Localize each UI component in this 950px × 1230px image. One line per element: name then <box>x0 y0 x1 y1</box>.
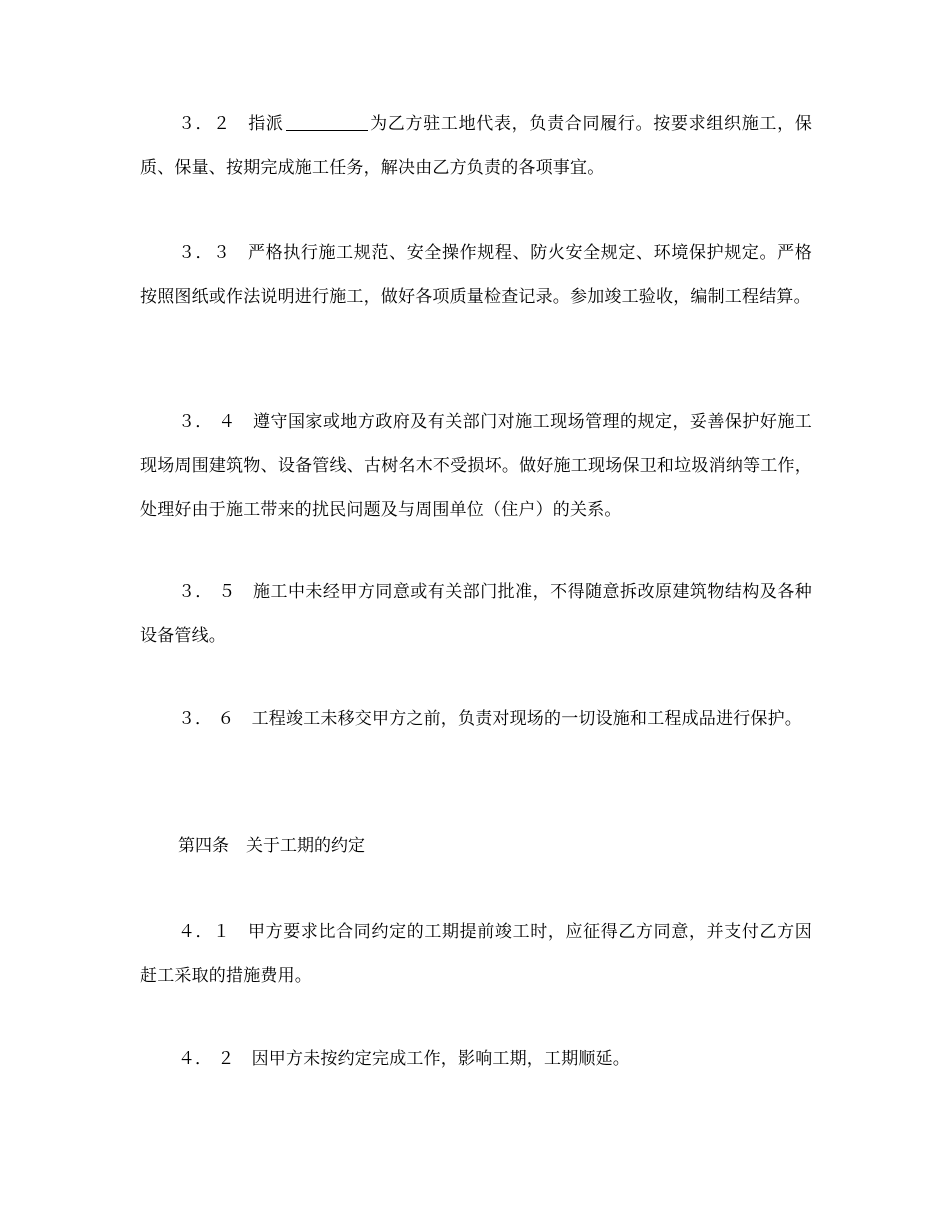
article-4-heading: 第四条 关于工期的约定 <box>178 836 365 856</box>
clause-text: 因甲方未按约定完成工作，影响工期，工期顺延。 <box>251 1049 631 1069</box>
clause-number: ３． ６ <box>178 709 235 729</box>
clause-number: ３． ４ <box>178 412 236 432</box>
clause-3-3 <box>140 231 812 319</box>
clause-text: 甲方要求比合同约定的工期提前竣工时，应征得乙方同意，并支付乙方因赶工采取的措施费用。 <box>140 922 812 986</box>
clause-text: 严格执行施工规范、安全操作规程、防火安全规定、环境保护规定。严格按照图纸或作法说明进行施工，做好各项质量检查记录。参加竣工验收，编制工程结算。 <box>140 243 812 307</box>
clause-number: ３．２ <box>178 114 231 134</box>
clause-4-1 <box>140 910 812 998</box>
clause-3-2 <box>140 102 812 190</box>
clause-text: 遵守国家或地方政府及有关部门对施工现场管理的规定，妥善保护好施工现场周围建筑物、设备管线、古树名木不受损坏。做好施工现场保卫和垃圾消纳等工作，处理好由于施工带来的扰民问题及与周围单位（住户）的关系。 <box>140 412 812 520</box>
fill-in-blank <box>286 112 368 131</box>
clause-number: ３．３ <box>178 243 231 263</box>
clause-number: ４．１ <box>178 922 231 942</box>
clause-3-5 <box>140 570 812 658</box>
clause-number: ３． ５ <box>178 582 236 602</box>
clause-4-2 <box>140 1037 812 1081</box>
clause-text: 工程竣工未移交甲方之前，负责对现场的一切设施和工程成品进行保护。 <box>251 709 803 729</box>
clause-3-6 <box>140 697 812 741</box>
clause-text-part1: 指派 <box>248 114 284 134</box>
clause-text: 施工中未经甲方同意或有关部门批准，不得随意拆改原建筑物结构及各种设备管线。 <box>140 582 812 646</box>
clause-number: ４． ２ <box>178 1049 235 1069</box>
clause-text-part2: 为乙方驻工地代表，负责合同履行。按要求组织施工，保质、保量、按期完成施工任务，解决由乙方负责的各项事宜。 <box>140 114 813 178</box>
clause-3-4 <box>140 400 812 532</box>
